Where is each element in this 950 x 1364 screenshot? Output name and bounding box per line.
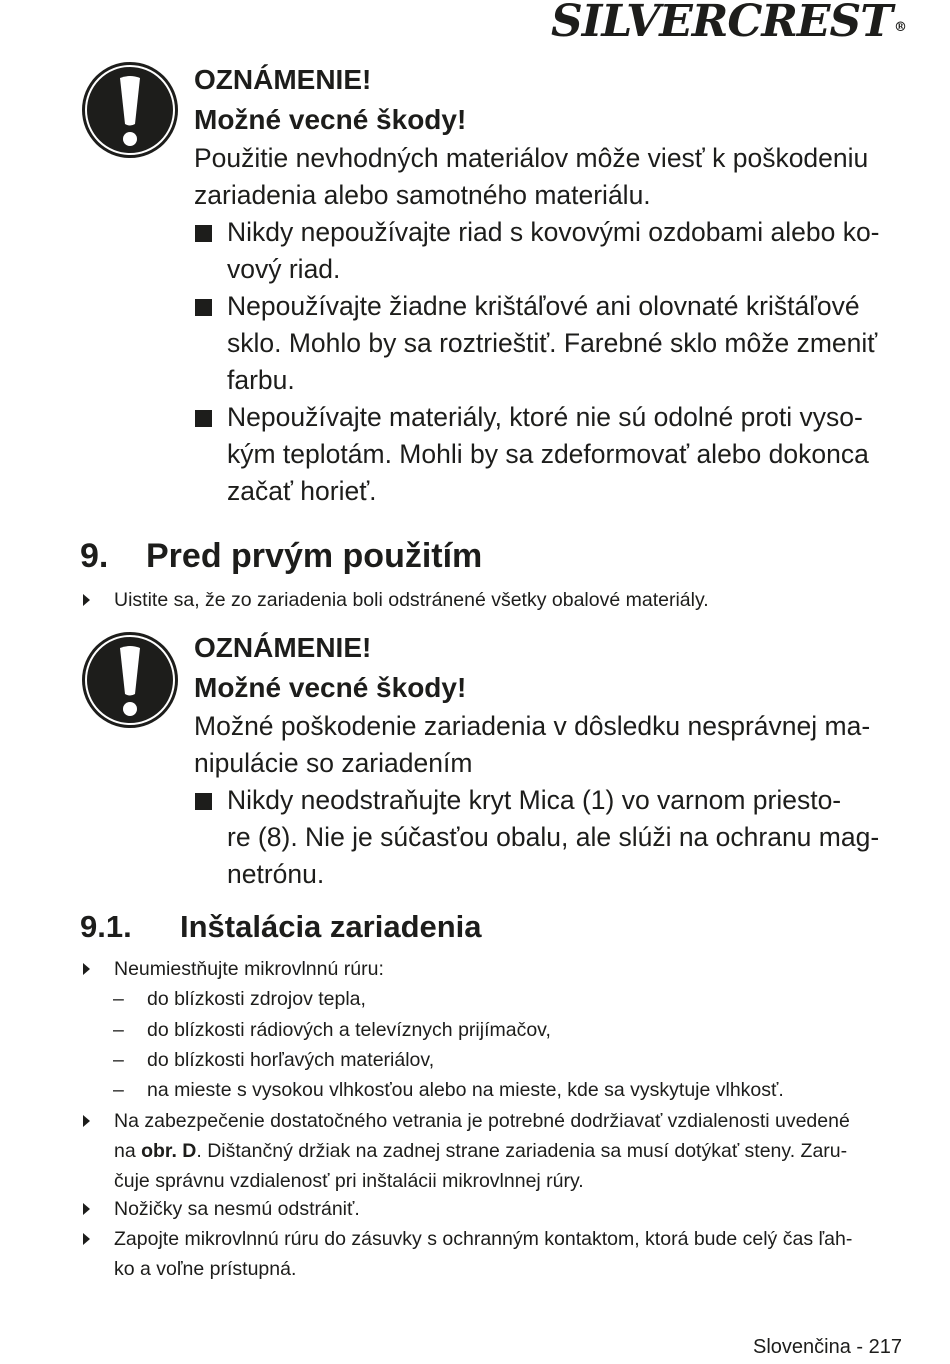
dash-item: – na mieste s vysokou vlhkosťou alebo na mieste, kde sa vyskytuje vlhkosť. [113,1079,784,1101]
arrow-bullet-icon [83,594,90,606]
bullet-item: Nepoužívajte materiály, ktoré nie sú odolné proti vyso- kým teplotám. Mohli by sa zdeformovať alebo dokonca začať horieť. [194,399,904,510]
instruction-item: Zapojte mikrovlnnú rúru do zásuvky s ochranným kontaktom, ktorá bude celý čas ľah- ko a voľne prístupná. [80,1224,905,1284]
subsection-heading: 9.1. Inštalácia zariadenia [80,909,482,944]
notice-subtitle: Možné vecné škody! [194,672,467,703]
section-heading: 9. Pred prvým použitím [80,537,483,575]
bullet-item: Nepoužívajte žiadne krištáľové ani olovnaté krištáľové sklo. Mohlo by sa roztrieštiť. Farebné sklo môže zmeniť farbu. [194,288,904,399]
brand-logo: SILVERCREST ® [551,0,906,47]
exclamation-warning-icon [80,630,180,730]
notice-subtitle: Možné vecné škody! [194,104,467,135]
instruction-item: Nožičky sa nesmú odstrániť. [80,1194,905,1224]
instruction-item: Neumiestňujte mikrovlnnú rúru: [80,954,905,984]
arrow-bullet-icon [83,1233,90,1245]
arrow-bullet-icon [83,1115,90,1127]
page-footer: Slovenčina - 217 [753,1336,902,1358]
bullet-item: Nikdy nepoužívajte riad s kovovými ozdobami alebo ko- vový riad. [194,214,904,288]
notice-title: OZNÁMENIE! [194,632,372,663]
instruction-item: Na zabezpečenie dostatočného vetrania je potrebné dodržiavať vzdialenosti uvedené na obr. D. Dištančný držiak na zadnej strane zariadenia sa musí dotýkať steny. Zaru- čuje správnu vzdialenosť pri inštalácii mikrovlnnej rúry. [80,1106,905,1196]
notice-text: Použitie nevhodných materiálov môže viesť k poškodeniu zariadenia alebo samotného materiálu. [194,143,869,210]
bullet-item: Nikdy neodstraňujte kryt Mica (1) vo varnom priesto- re (8). Nie je súčasťou obalu, ale slúži na ochranu mag- netrónu. [194,782,904,893]
dash-item: – do blízkosti horľavých materiálov, [113,1049,435,1071]
arrow-bullet-icon [83,1203,90,1215]
dash-item: – do blízkosti rádiových a televíznych prijímačov, [113,1019,551,1041]
notice-text: Možné poškodenie zariadenia v dôsledku nesprávnej ma- nipulácie so zariadením [194,711,871,778]
notice-title: OZNÁMENIE! [194,64,372,95]
arrow-bullet-icon [83,963,90,975]
instruction-item: Uistite sa, že zo zariadenia boli odstránené všetky obalové materiály. [80,585,905,615]
dash-item: – do blízkosti zdrojov tepla, [113,988,366,1010]
exclamation-warning-icon [80,60,180,160]
